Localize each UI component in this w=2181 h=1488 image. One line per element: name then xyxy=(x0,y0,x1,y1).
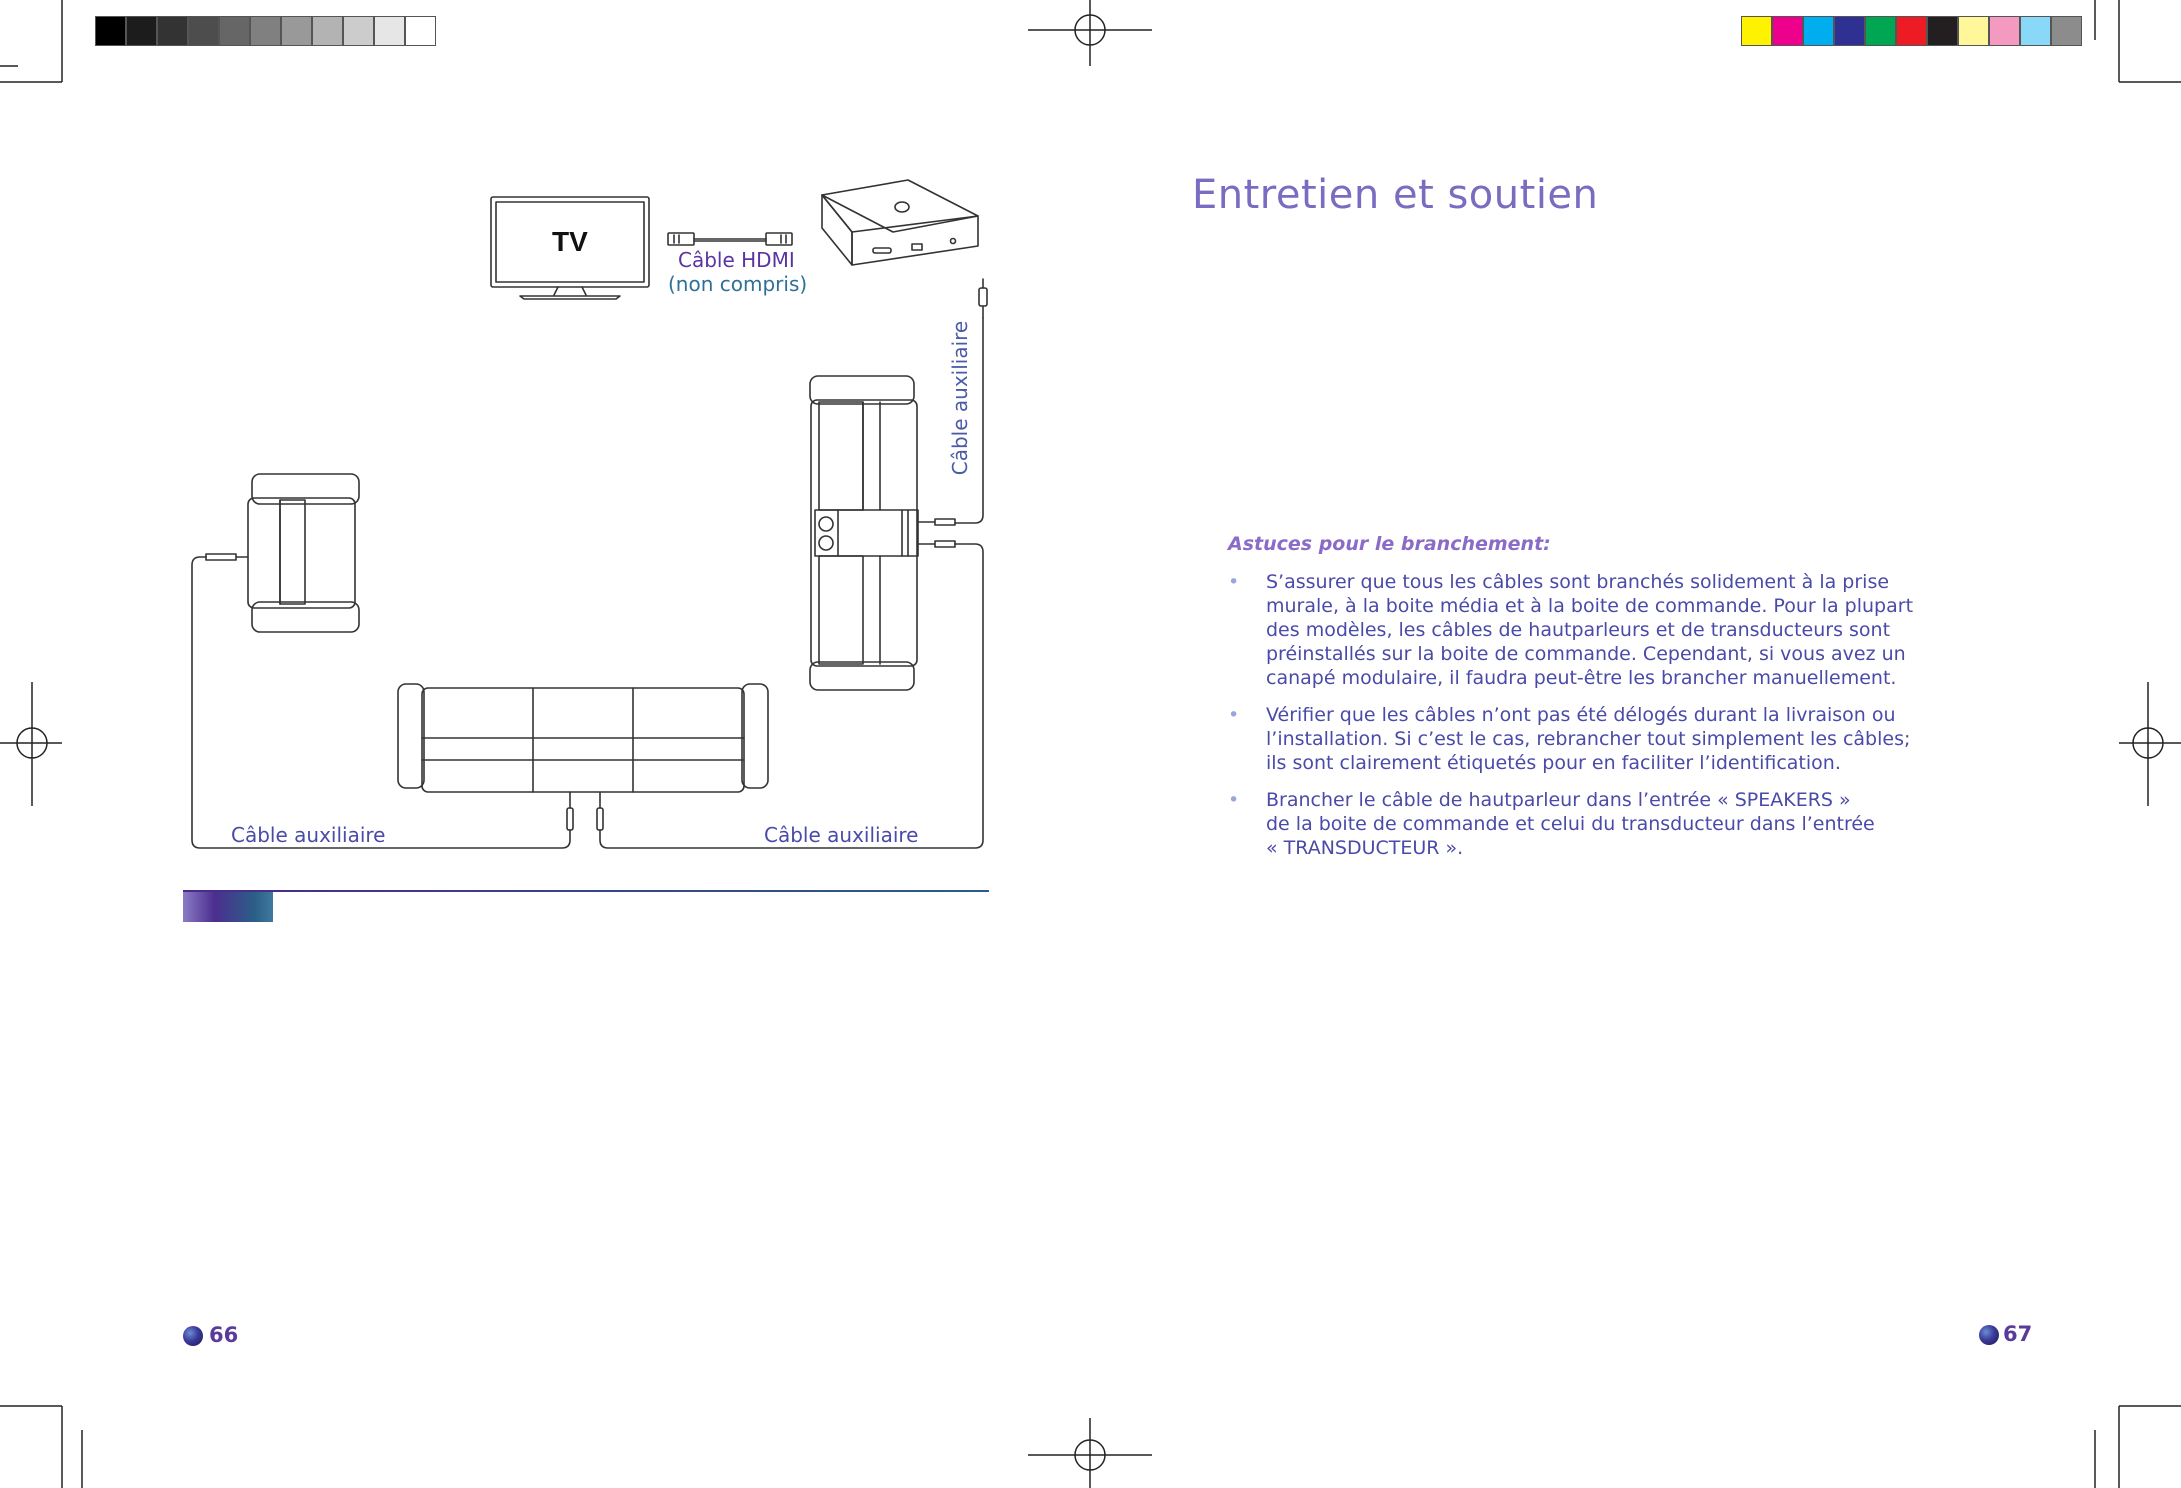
section-divider-block xyxy=(183,892,273,922)
tip-line: Brancher le câble de hautparleur dans l’entrée « SPEAKERS » xyxy=(1266,789,1851,811)
page-orb-icon xyxy=(1979,1325,1999,1345)
hdmi-label-line2: (non compris) xyxy=(668,272,808,296)
hdmi-cable-icon xyxy=(668,233,792,245)
tip-item xyxy=(1228,570,1968,690)
sectional-sofa-icon xyxy=(600,376,983,848)
bullet: • xyxy=(1228,704,1240,726)
aux-cable-label-left: Câble auxiliaire xyxy=(231,823,386,847)
tip-line: S’assurer que tous les câbles sont branchés solidement à la prise xyxy=(1266,571,1890,593)
tip-item xyxy=(1228,703,1968,775)
hdmi-cable-label xyxy=(668,248,808,296)
tip-line: ils sont clairement étiquetés pour en faciliter l’identification. xyxy=(1266,752,1841,774)
tip-line: Vérifier que les câbles n’ont pas été délogés durant la livraison ou xyxy=(1266,704,1896,726)
page-number-left: 66 xyxy=(209,1323,239,1347)
page-orb-icon xyxy=(183,1326,203,1346)
tip-line: murale, à la boite média et à la boite de commande. Pour la plupart xyxy=(1266,595,1914,617)
tip-line: préinstallés sur la boite de commande. Cependant, si vous avez un xyxy=(1266,643,1906,665)
media-box-icon xyxy=(822,180,978,265)
section-divider xyxy=(183,890,989,892)
connection-diagram xyxy=(180,170,1000,860)
tip-line: « TRANSDUCTEUR ». xyxy=(1266,837,1464,859)
page-title: Entretien et soutien xyxy=(1192,172,1599,218)
tv-label: TV xyxy=(552,226,588,257)
tip-line: canapé modulaire, il faudra peut-être les brancher manuellement. xyxy=(1266,667,1897,689)
tips-heading: Astuces pour le branchement: xyxy=(1228,533,1551,555)
tip-line: des modèles, les câbles de hautparleurs et de transducteurs sont xyxy=(1266,619,1891,641)
sofa-icon xyxy=(398,684,768,830)
tip-line: l’installation. Si c’est le cas, rebrancher tout simplement les câbles; xyxy=(1266,728,1911,750)
bullet: • xyxy=(1228,571,1240,593)
bullet: • xyxy=(1228,789,1240,811)
aux-cable-label-right: Câble auxiliaire xyxy=(764,823,919,847)
aux-cable-label-vertical: Câble auxiliaire xyxy=(948,320,972,476)
hdmi-label-line1: Câble HDMI xyxy=(678,248,795,272)
tip-item xyxy=(1228,788,1968,860)
tip-line: de la boite de commande et celui du transducteur dans l’entrée xyxy=(1266,813,1875,835)
page-number-right: 67 xyxy=(2003,1322,2033,1346)
